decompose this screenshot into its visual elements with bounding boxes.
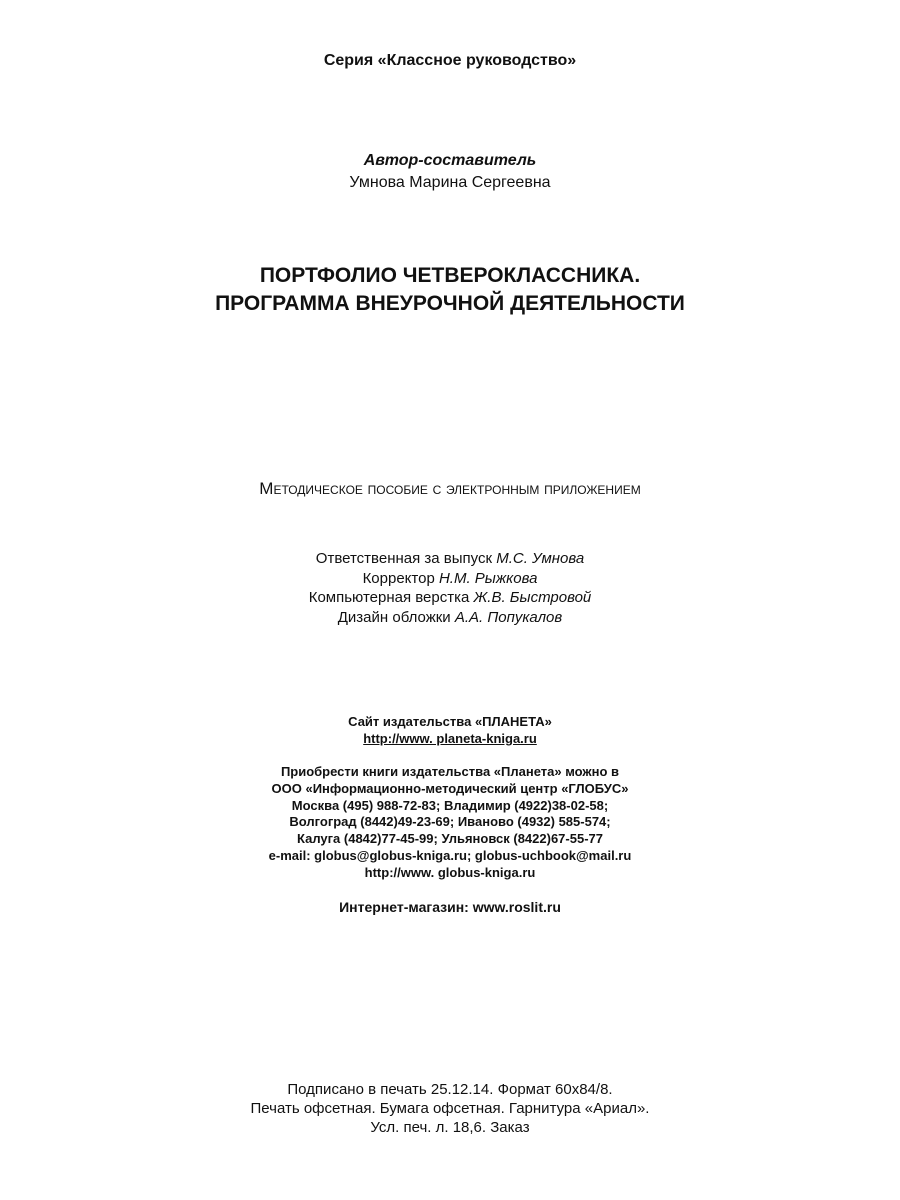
distributor-email-line: e-mail: globus@globus-kniga.ru; globus-uchbook@mail.ru [268, 847, 632, 863]
credits-list [0, 549, 900, 627]
online-shop: Интернет-магазин: www.roslit.ru [339, 899, 561, 915]
book-title [0, 262, 900, 318]
distributor-line: Москва (495) 988-72-83; Владимир (4922)38-02-58; [291, 797, 609, 813]
author-label: Автор-составитель [363, 152, 537, 169]
author-section [0, 150, 900, 194]
book-title-line-1: ПОРТФОЛИО ЧЕТВЕРОКЛАССНИКА. [259, 264, 641, 287]
distributor-line: Калуга (4842)77-45-99; Ульяновск (8422)67-55-77 [297, 831, 603, 847]
series-title: Серия «Классное руководство» [323, 52, 577, 69]
credit-role: Корректор [362, 569, 439, 587]
distributor-line: ООО «Информационно-методический центр «ГЛОБУС» [271, 780, 629, 796]
author-name: Умнова Марина Сергеевна [349, 174, 551, 191]
credit-person: Н.М. Рыжкова [438, 569, 538, 587]
distributor-line: Волгоград (8442)49-23-69; Иваново (4932) 585-574; [289, 814, 611, 830]
distributor-site-line: http://www. globus-kniga.ru [364, 864, 536, 880]
distributor-line: Приобрести книги издательства «Планета» можно в [280, 764, 620, 779]
book-subtitle: Методическое пособие с электронным приложением [259, 479, 641, 498]
publisher-site-label: Сайт издательства «ПЛАНЕТА» [348, 714, 552, 729]
publisher-site-link[interactable]: http://www. planeta-kniga.ru [363, 731, 537, 746]
credit-row [0, 608, 900, 628]
imprint-line: Подписано в печать 25.12.14. Формат 60х84/8. [287, 1081, 613, 1098]
imprint-line: Усл. печ. л. 18,6. Заказ [370, 1119, 530, 1136]
distributor-info [0, 764, 900, 882]
credit-row [0, 588, 900, 608]
credit-row [0, 569, 900, 589]
publisher-site [0, 713, 900, 747]
credit-row [0, 549, 900, 569]
credit-role: Дизайн обложки [337, 608, 455, 626]
book-title-line-2: ПРОГРАММА ВНЕУРОЧНОЙ ДЕЯТЕЛЬНОСТИ [215, 292, 685, 315]
credit-person: А.А. Попукалов [454, 608, 563, 626]
credit-role: Компьютерная верстка [308, 589, 474, 606]
print-imprint [0, 1080, 900, 1137]
credit-person: Ж.В. Быстровой [473, 589, 592, 606]
imprint-line: Печать офсетная. Бумага офсетная. Гарнитура «Ариал». [250, 1100, 650, 1117]
credit-person: М.С. Умнова [496, 550, 585, 567]
credit-role: Ответственная за выпуск [315, 550, 497, 567]
